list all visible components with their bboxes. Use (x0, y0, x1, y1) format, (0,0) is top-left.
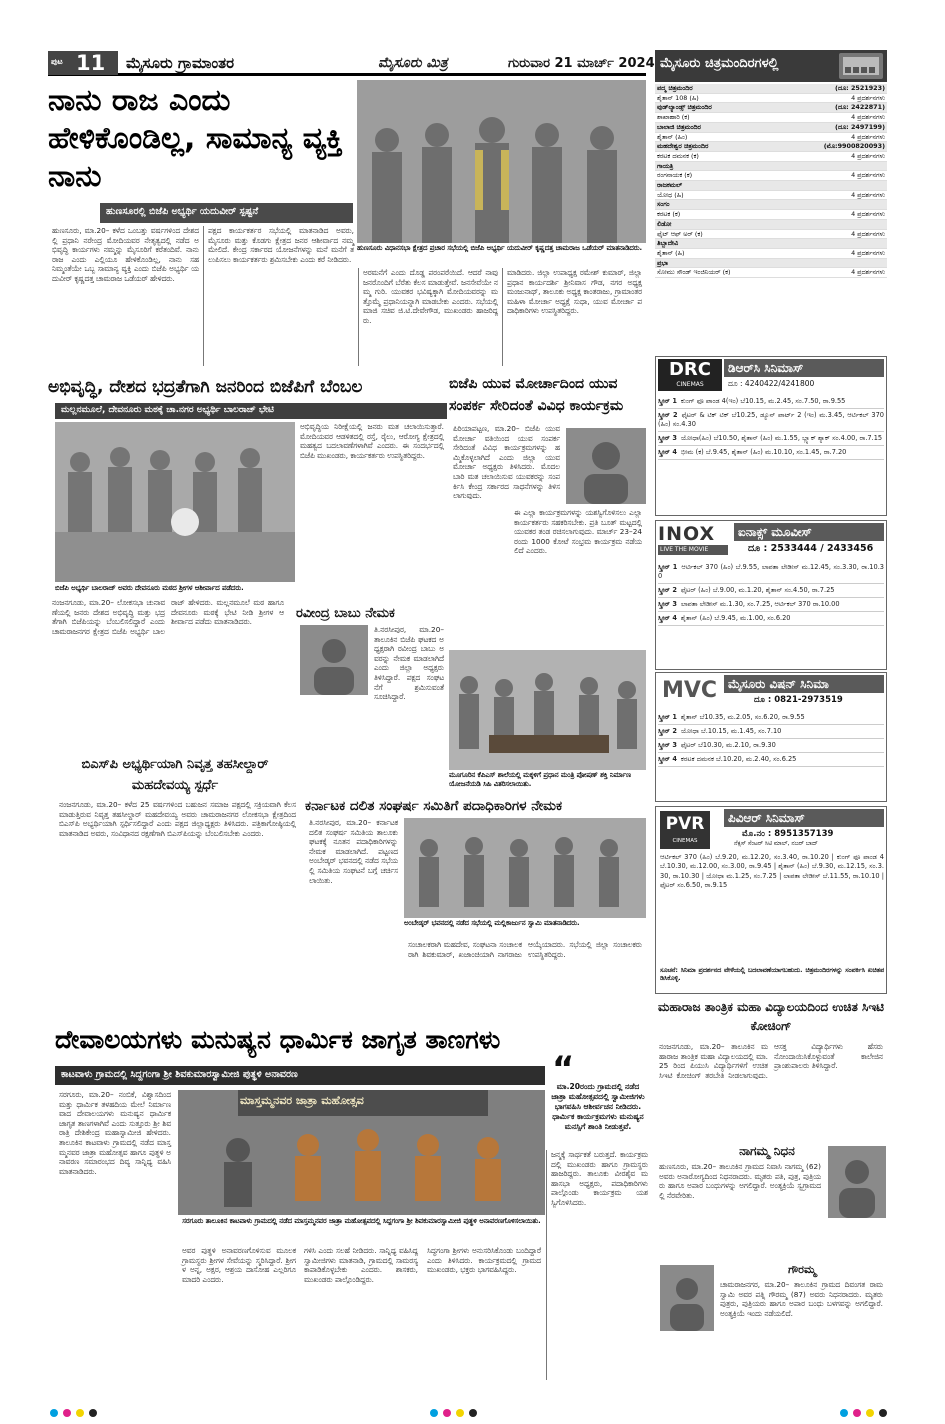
screen-label: ಸ್ಕ್ರೀನ್ 1 (658, 713, 677, 721)
mvc-logo: MVC (662, 678, 718, 703)
screen-label: ಸ್ಕ್ರೀನ್ 1 (658, 563, 678, 571)
black-dot (469, 1409, 477, 1417)
temples-col-2: ಅವರ ಪುತ್ಥಳಿ ಅನಾವರಣಗೊಳಿಸುವ ಮೂಲಕ ಗ್ರಾಮಸ್ಥರು ಶ್ರೀಗಳ ಸೇವೆಯನ್ನು ಸ್ಮರಿಸಿದ್ದಾರೆ. ಶ್ರೀಗಳ ಅನ್ನ, ಅಕ್ಷರ, ಆಶ್ರಯ ದಾಸೋಹ ಎಲ್ಲರಿಗೂ ಮಾದರಿ ಎಂದರು. (182, 1246, 299, 1284)
theatre-row (655, 181, 887, 191)
pvr-logo-sub: CINEMAS (672, 838, 698, 844)
show-count: 4 ಪ್ರದರ್ಶನಗಳು (781, 171, 887, 181)
screen-shows: ಭೀಮ (ಕ) ಬೆ.9.45, ಶೈತಾನ್ (ಹಿಂ) ಮ.10.10, ಸಂ.1.45, ರಾ.7.20 (680, 448, 847, 456)
theatre-row (655, 122, 887, 132)
page-number-badge (48, 51, 118, 75)
obit1-portrait (828, 1146, 886, 1218)
mvc-title: ಮೈಸೂರು ವಿಷನ್ ಸಿನಿಮಾ (724, 675, 884, 693)
screen-row (658, 409, 887, 432)
school-caption: ಮೂಗೂರಿನ ಕೆಪಿಎಸ್ ಶಾಲೆಯಲ್ಲಿ ಮಕ್ಕಳಿಗೆ ಪ್ರಧಾನ ಮಂತ್ರಿ ಪೋಷಣ್ ಶಕ್ತಿ ನಿರ್ಮಾಣ ಯೋಜನೆಯಡಿ ಸಿಹಿ ವಿತರಿಸಲಾಯಿತು. (449, 771, 631, 788)
group-photo-illustration (55, 422, 295, 582)
theatre-row (655, 258, 887, 268)
lead-photo (357, 80, 646, 243)
movie-title: ಸೋಮು ಸೌಂಡ್ ಇಂಜಿನಿಯರ್ (ಕ) (655, 268, 781, 278)
magenta-dot (443, 1409, 451, 1417)
obit2-portrait (660, 1265, 714, 1331)
dalit-body: ತಿ.ನರಸೀಪುರ, ಮಾ.20– ಕರ್ನಾಟಕ ದಲಿತ ಸಂಘರ್ಷ ಸಮಿತಿಯ ತಾಲೂಕು ಘಟಕಕ್ಕೆ ನೂತನ ಪದಾಧಿಕಾರಿಗಳನ್ನು ನೇಮಕ ಮಾಡಲಾಗಿದೆ. ಪಟ್ಟಣದ ಅಂಬೇಡ್ಕರ್ ಭವನದಲ್ಲಿ ನಡೆದ ಸಭೆಯಲ್ಲಿ ಸಮಿತಿಯ ಸಂಘಟನೆ ಬಗ್ಗೆ ಚರ್ಚಿಸಲಾಯಿತು. (309, 818, 401, 885)
screen-shows: ಫೈಟರ್ & ಟಿಕ್ ಟಿಕ್ ಬೆ10.25, ಡ್ಯೂನ್ ಪಾರ್ಟ್ 2 (ಇಂ) ಮ.3.45, ಆರ್ಟಿಕಲ್ 370 (ಹಿಂ) ಸಂ.4.30 (658, 411, 887, 428)
theatre-name: ಪ್ರಭಾ (655, 258, 781, 268)
inox-logo-sub: LIVE THE MOVIE (658, 545, 728, 555)
screen-shows: ಕುಂಗ್ ಫೂ ಪಾಂಡ 4(ಇಂ) ಬೆ10.15, ಮ.2.45, ಸಂ.7.50, ರಾ.9.55 (680, 397, 846, 405)
screen-shows: ಶೈತಾನ್ ಬೆ10.35, ಮ.2.05, ಸಂ.6.20, ರಾ.9.55 (680, 713, 805, 721)
theatre-phone (781, 200, 887, 210)
drc-logo-sub: CINEMAS (676, 381, 704, 388)
theatre-row (655, 239, 887, 249)
meeting-illustration (404, 818, 646, 918)
pvr-title: ಪಿವಿಆರ್ ಸಿನಿಮಾಸ್ (724, 809, 884, 827)
screen-row (658, 598, 884, 612)
screen-shows: ಯೋಧಾ ಬೆ.10.15, ಮ.1.45, ಸಂ.7.10 (680, 727, 782, 735)
screen-shows: ಶೈತಾನ್ (ಹಿಂ) ಬೆ.9.45, ಮ.1.00, ಸಂ.6.20 (680, 614, 791, 622)
masthead (48, 50, 655, 76)
youth-portrait (566, 428, 646, 504)
movie-title: ಕರಟಕ (ಕ) (655, 210, 781, 220)
film-reel-icon (839, 53, 883, 79)
pvr-phone: ಮೊ.ನಂ : 8951357139 (742, 829, 834, 839)
cyan-dot (430, 1409, 438, 1417)
yellow-dot (456, 1409, 464, 1417)
magenta-dot (853, 1409, 861, 1417)
cinema-header (655, 50, 887, 82)
lead-col-1: ಹುಣಸೂರು, ಮಾ.20– ಕಳೆದ ಒಂಬತ್ತು ವರ್ಷಗಳಿಂದ ದೇಶದಲ್ಲಿ ಪ್ರಧಾನಿ ನರೇಂದ್ರ ಮೋದಿಯವರ ನೇತೃತ್ವದಲ್ಲಿ ನಡೆದ ಅಭಿವೃದ್ಧಿ ಕಾರ್ಯಗಳು ನಮ್ಮನ್ನು ಮೈಸೂರಿಗೆ ಕರೆತಂದಿವೆ. ನಾನು ರಾಜ ಎಂದು ಎಲ್ಲಿಯೂ ಹೇಳಿಕೊಂಡಿಲ್ಲ, ನಾನು ಸಹ ನಿಮ್ಮಂತೆಯೇ ಒಬ್ಬ ಸಾಮಾನ್ಯ ವ್ಯಕ್ತಿ ಎಂದು ಬಿಜೆಪಿ ಅಭ್ಯರ್ಥಿ ಯದುವೀರ್ ಕೃಷ್ಣದತ್ತ ಚಾಮರಾಜ ಒಡೆಯರ್ ಹೇಳಿದರು. (52, 226, 202, 283)
temples-banner: ಮಾಸ್ತಮ್ಮನವರ ಜಾತ್ರಾ ಮಹೋತ್ಸವ (240, 1094, 364, 1107)
theatre-row (655, 161, 887, 171)
development-photo (55, 422, 295, 582)
drc-logo-text: DRC (668, 359, 711, 380)
movie-row (655, 248, 887, 258)
theatre-name: ಬಾಲಾಜಿ ಚಿತ್ರಮಂದಿರ (655, 122, 781, 132)
movie-title: ಫೈಟ್ ಆಫ್ ಅರ್ (ಕ) (655, 229, 781, 239)
dalit-body-2: ಸಂಚಾಲಕರಾಗಿ ಮಹದೇವ, ಸಂಘಟನಾ ಸಂಚಾಲಕರಾಗಿ ಶಿವಕುಮಾರ್, ಖಜಾಂಚಿಯಾಗಿ ನಾಗರಾಜು ಆಯ್ಕೆಯಾದರು. ಸಭೆಯಲ್ಲಿ ಜಿಲ್ಲಾ ಸಂಚಾಲಕರು ಉಪಸ್ಥಿತರಿದ್ದರು. (408, 940, 645, 959)
temples-col-5: ಜನ್ಮಕ್ಕೆ ಸಾರ್ಥಕತೆ ಬರುತ್ತದೆ. ಕಾರ್ಯಕ್ರಮದಲ್ಲಿ ಮುಖಂಡರು ಹಾಗೂ ಗ್ರಾಮಸ್ಥರು ಹಾಜರಿದ್ದರು. ತಾಲೂಕು ವೀರಶೈವ ಮಹಾಸಭಾ ಅಧ್ಯಕ್ಷರು, ಪದಾಧಿಕಾರಿಗಳು ಪಾಲ್ಗೊಂಡು ಕಾರ್ಯಕ್ರಮ ಯಶಸ್ವಿಗೊಳಿಸಿದರು. (546, 1150, 652, 1380)
screen-row (658, 725, 884, 739)
screen-label: ಸ್ಕ್ರೀನ್ 3 (658, 600, 677, 608)
theatre-name: ಲಿಡೋ (655, 219, 781, 229)
page-label: ಪುಟ (51, 57, 63, 66)
crowd-illustration (357, 80, 646, 243)
registration-marks (50, 1402, 895, 1414)
show-count: 4 ಪ್ರದರ್ಶನಗಳು (781, 248, 887, 258)
theatre-row (655, 200, 887, 210)
movie-row (655, 229, 887, 239)
inox-logo-text: INOX (658, 523, 716, 545)
screen-row (658, 612, 884, 626)
screen-label: ಸ್ಕ್ರೀನ್ 1 (658, 397, 677, 405)
obit2-body: ಚಾಮರಾಜನಗರ, ಮಾ.20– ತಾಲೂಕಿನ ಗ್ರಾಮದ ದಿವಂಗತ ರಾಮಸ್ವಾಮಿ ಅವರ ಪತ್ನಿ ಗೌರಮ್ಮ (87) ಅವರು ನಿಧನರಾದರು. ಮೃತರು ಪುತ್ರರು, ಪುತ್ರಿಯರು ಹಾಗೂ ಅಪಾರ ಬಂಧು ಬಳಗವನ್ನು ಅಗಲಿದ್ದಾರೆ. ಅಂತ್ಯಕ್ರಿಯೆ ಇಂದು ನಡೆಯಲಿದೆ. (720, 1280, 886, 1318)
bsp-body: ನಂಜನಗೂಡು, ಮಾ.20– ಕಳೆದ 25 ವರ್ಷಗಳಿಂದ ಬಹುಜನ ಸಮಾಜ ಪಕ್ಷದಲ್ಲಿ ಸಕ್ರಿಯವಾಗಿ ಕೆಲಸ ಮಾಡುತ್ತಿರುವ ನಿವೃತ್ತ ತಹಸೀಲ್ದಾರ್ ಮಹದೇವಯ್ಯ ಅವರು ಚಾಮರಾಜನಗರ ಲೋಕಸಭಾ ಕ್ಷೇತ್ರದಿಂದ ಬಿಎಸ್‌ಪಿ ಅಭ್ಯರ್ಥಿಯಾಗಿ ಸ್ಪರ್ಧಿಸಲಿದ್ದಾರೆ ಎಂದು ಪಕ್ಷದ ಜಿಲ್ಲಾಧ್ಯಕ್ಷರು ತಿಳಿಸಿದರು. ಪತ್ರಿಕಾಗೋಷ್ಠಿಯಲ್ಲಿ ಮಾತನಾಡಿದ ಅವರು, ಸಂವಿಧಾನದ ರಕ್ಷಣೆಗಾಗಿ ಬಿಎಸ್‌ಪಿಯನ್ನು ಬೆಂಬಲಿಸಬೇಕು ಎಂದರು. (59, 800, 299, 838)
movie-row (655, 190, 887, 200)
yellow-dot (76, 1409, 84, 1417)
cyan-dot (840, 1409, 848, 1417)
screen-shows: ಫೈಟರ್ (ಹಿಂ) ಬೆ.9.00, ಮ.1.20, ಶೈತಾನ್ ಸಂ.4.50, ರಾ.7.25 (680, 586, 835, 594)
temples-col-4: ಸಿದ್ಧಗಂಗಾ ಶ್ರೀಗಳು ಅನುಸರಿಸಿಕೊಂಡು ಬಂದಿದ್ದಾರೆ ಎಂದು ತಿಳಿಸಿದರು. ಕಾರ್ಯಕ್ರಮದಲ್ಲಿ ಗ್ರಾಮದ ಮುಖಂಡರು, ಭಕ್ತರು ಭಾಗವಹಿಸಿದ್ದರು. (427, 1246, 544, 1275)
temples-col-3: ಗಳಿಸಿ ಎಂದು ಸಲಹೆ ನೀಡಿದರು. ಸಾನ್ನಿಧ್ಯ ವಹಿಸಿದ್ದ ಸ್ವಾಮೀಜಿಗಳು ಮಾತನಾಡಿ, ಗ್ರಾಮದಲ್ಲಿ ಸಾಮರಸ್ಯ ಕಾಪಾಡಿಕೊಳ್ಳಬೇಕು ಎಂದರು. ಶಾಸಕರು, ಮುಖಂಡರು ಪಾಲ್ಗೊಂಡಿದ್ದರು. (304, 1246, 421, 1284)
screen-label: ಸ್ಕ್ರೀನ್ 2 (658, 586, 677, 594)
inox-title: ಐನಾಕ್ಸ್ ಮೂವೀಸ್ (734, 523, 884, 541)
screen-row (658, 395, 884, 409)
drc-title: ಡಿಆರ್‌ಸಿ ಸಿನಿಮಾಸ್ (724, 359, 884, 377)
show-count: 4 ಪ್ರದರ್ಶನಗಳು (781, 113, 887, 123)
cyan-dot (50, 1409, 58, 1417)
lead-subhead: ಹುಣಸೂರಲ್ಲಿ ಬಿಜೆಪಿ ಅಭ್ಯರ್ಥಿ ಯದುವೀರ್ ಸ್ಪಷ್ಟನೆ (106, 206, 259, 217)
temples-pull-quote: ಮಾ.20ರಂದು ಗ್ರಾಮದಲ್ಲಿ ನಡೆದ ಜಾತ್ರಾ ಮಹೋತ್ಸವದಲ್ಲಿ ಸ್ವಾಮೀಜಿಗಳು ಭಾಗವಹಿಸಿ ಆಶೀರ್ವಚನ ನೀಡಿದರು. ಧಾರ್ಮಿಕ ಕಾರ್ಯಕ್ರಮಗಳು ಮನುಷ್ಯನ ಮನಸ್ಸಿಗೆ ಶಾಂತಿ ನೀಡುತ್ತವೆ. (551, 1082, 645, 1131)
show-count: 4 ಪ್ರದರ್ಶನಗಳು (781, 190, 887, 200)
theatre-phone (781, 161, 887, 171)
screen-row (658, 584, 884, 598)
movie-title: ಕರಟಕ ದಮನಕ (ಕ) (655, 151, 781, 161)
development-col-2: ಅಭಿವೃದ್ಧಿಯ ನಿರೀಕ್ಷೆಯಲ್ಲಿ ಜನರು ಮತ ಚಲಾಯಿಸುತ್ತಾರೆ. ಮೋದಿಯವರ ಆಡಳಿತದಲ್ಲಿ ರಸ್ತೆ, ರೈಲು, ಆರೋಗ್ಯ ಕ್ಷೇತ್ರದಲ್ಲಿ ಮಹತ್ವದ ಬದಲಾವಣೆಗಳಾಗಿವೆ ಎಂದರು. ಈ ಸಂದರ್ಭದಲ್ಲಿ ಬಿಜೆಪಿ ಮುಖಂಡರು, ಕಾರ್ಯಕರ್ತರು ಉಪಸ್ಥಿತರಿದ್ದರು. (300, 422, 447, 460)
theatre-row (655, 219, 887, 229)
inox-box (655, 520, 887, 670)
theatre-phone: (ದೂ: 2497199) (781, 122, 887, 132)
cinema-table (655, 84, 887, 352)
lead-subhead-bar (100, 203, 353, 223)
theatre-phone (781, 219, 887, 229)
screen-shows: ಲಾಪತಾ ಲೇಡೀಸ್ ಮ.1.30, ಸಂ.7.25, ಆರ್ಟಿಕಲ್ 370 ರಾ.10.00 (680, 600, 840, 608)
screen-label: ಸ್ಕ್ರೀನ್ 4 (658, 755, 677, 763)
screen-label: ಸ್ಕ್ರೀನ್ 2 (658, 411, 678, 419)
show-count: 4 ಪ್ರದರ್ಶನಗಳು (781, 151, 887, 161)
theatre-phone (781, 258, 887, 268)
show-count: 4 ಪ್ರದರ್ಶನಗಳು (781, 229, 887, 239)
show-count: 4 ಪ್ರದರ್ಶನಗಳು (781, 132, 887, 142)
person-portrait-icon (660, 1265, 714, 1331)
appointment-body: ತಿ.ನರಸೀಪುರ, ಮಾ.20– ತಾಲೂಕಿನ ಬಿಜೆಪಿ ಘಟಕದ ಅಧ್ಯಕ್ಷರಾಗಿ ರವೀಂದ್ರ ಬಾಬು ಅವರನ್ನು ನೇಮಕ ಮಾಡಲಾಗಿದೆ ಎಂದು ಜಿಲ್ಲಾ ಅಧ್ಯಕ್ಷರು ತಿಳಿಸಿದ್ದಾರೆ. ಪಕ್ಷದ ಸಂಘಟನೆಗೆ ಶ್ರಮಿಸುವಂತೆ ಸೂಚಿಸಿದ್ದಾರೆ. (374, 625, 447, 702)
pvr-box (655, 806, 887, 994)
movie-title: ಯೋಧ (ಹಿ) (655, 190, 781, 200)
screen-label: ಸ್ಕ್ರೀನ್ 4 (658, 448, 677, 456)
theatre-phone: (ಮೊ:9900820093) (781, 142, 887, 152)
drc-schedule (658, 395, 887, 513)
inox-logo (658, 523, 728, 557)
mvc-schedule (658, 711, 884, 801)
obit2-headline: ಗೌರಮ್ಮ (788, 1263, 816, 1276)
temples-subhead-bar (55, 1066, 545, 1085)
theatre-name: ಗಾಯತ್ರಿ (655, 161, 781, 171)
person-portrait-icon (566, 428, 646, 504)
theatre-name: ಪದ್ಮ ಚಿತ್ರಮಂದಿರ (655, 84, 781, 93)
youth-body: ಪಿರಿಯಾಪಟ್ಟಣ, ಮಾ.20– ಬಿಜೆಪಿ ಯುವ ಮೋರ್ಚಾ ವತಿಯಿಂದ ಯುವ ಸಂಪರ್ಕ ಸೇರಿದಂತೆ ವಿವಿಧ ಕಾರ್ಯಕ್ರಮಗಳನ್ನು ಹಮ್ಮಿಕೊಳ್ಳಲಾಗಿದೆ ಎಂದು ಜಿಲ್ಲಾ ಯುವ ಮೋರ್ಚಾ ಅಧ್ಯಕ್ಷರು ತಿಳಿಸಿದರು. ಮೊದಲ ಬಾರಿ ಮತ ಚಲಾಯಿಸುವ ಯುವಕರನ್ನು ಸಂಪರ್ಕಿಸಿ ಕೇಂದ್ರ ಸರ್ಕಾರದ ಸಾಧನೆಗಳನ್ನು ತಿಳಿಸಲಾಗುವುದು. (453, 424, 563, 501)
black-dot (89, 1409, 97, 1417)
pvr-address: ನೆಕ್ಸಸ್ ಸೆಂಟರ್ ಸಿಟಿ ಮಾಲ್, ನಜರ್ ಬಾದ್ (734, 840, 818, 847)
movie-row (655, 171, 887, 181)
development-subhead: ಮಲ್ಲನಮೂಲೆ, ದೇವನೂರು ಮಠಕ್ಕೆ ಚಾ.ನಗರ ಅಭ್ಯರ್ಥಿ ಬಾಲರಾಜ್ ಭೇಟಿ (61, 405, 274, 415)
development-subhead-bar (55, 403, 447, 419)
coaching-body: ನಂಜನಗೂಡು, ಮಾ.20– ತಾಲೂಕಿನ ಮಹಾರಾಜ ತಾಂತ್ರಿಕ ಮಹಾ ವಿದ್ಯಾಲಯದಲ್ಲಿ ಮಾ.25 ರಿಂದ ಪಿಯುಸಿ ವಿದ್ಯಾರ್ಥಿಗಳಿಗೆ ಉಚಿತ ಸಿಇಟಿ ಕೋಚಿಂಗ್ ತರಬೇತಿ ನೀಡಲಾಗುವುದು. ಆಸಕ್ತ ವಿದ್ಯಾರ್ಥಿಗಳು ಹೆಸರು ನೋಂದಾಯಿಸಿಕೊಳ್ಳುವಂತೆ ಕಾಲೇಜಿನ ಪ್ರಾಂಶುಪಾಲರು ತಿಳಿಸಿದ್ದಾರೆ. (659, 1042, 886, 1080)
movie-row (655, 210, 887, 220)
development-photo-caption: ಬಿಜೆಪಿ ಅಭ್ಯರ್ಥಿ ಬಾಲರಾಜ್ ಅವರು ದೇವನೂರು ಮಠದ ಶ್ರೀಗಳ ಆಶೀರ್ವಾದ ಪಡೆದರು. (55, 584, 244, 592)
screen-row (658, 711, 884, 725)
temples-subhead: ಕಾಟವಾಳು ಗ್ರಾಮದಲ್ಲಿ ಸಿದ್ದಗಂಗಾ ಶ್ರೀ ಶಿವಕುಮಾರಸ್ವಾಮೀಜಿ ಪುತ್ಥಳಿ ಅನಾವರಣ (61, 1069, 298, 1080)
screen-shows: ಫೈಟರ್ ಬೆ10.30, ಮ.2.10, ರಾ.9.30 (680, 741, 776, 749)
dalit-photo-caption: ಅಂಬೇಡ್ಕರ್ ಭವನದಲ್ಲಿ ನಡೆದ ಸಭೆಯಲ್ಲಿ ಮಲ್ಲಿಕಾರ್ಜುನ ಸ್ವಾಮಿ ಮಾತನಾಡಿದರು. (404, 919, 580, 927)
theatre-phone: (ದೂ: 2422871) (781, 103, 887, 113)
theatre-row (655, 84, 887, 93)
movie-row (655, 132, 887, 142)
drc-phone: ದೂ : 4240422/4241800 (728, 379, 815, 388)
youth-body-2: ಈ ಎಲ್ಲಾ ಕಾರ್ಯಕ್ರಮಗಳನ್ನು ಯಶಸ್ವಿಗೊಳಿಸಲು ಎಲ್ಲಾ ಕಾರ್ಯಕರ್ತರು ಸಹಕರಿಸಬೇಕು. ಪ್ರತಿ ಬೂತ್ ಮಟ್ಟದಲ್ಲಿ ಯುವಕರ ತಂಡ ರಚಿಸಲಾಗುವುದು. ಮಾರ್ಚ್ 23–24 ರಂದು 1000 ಕೋಟೆ ಸಂಭ್ರಮ ಕಾರ್ಯಕ್ರಮ ನಡೆಯಲಿದೆ ಎಂದರು. (514, 508, 645, 556)
screen-row (658, 561, 884, 584)
theatre-phone (781, 181, 887, 191)
obit1-headline: ನಾಗಮ್ಮ ನಿಧನ (739, 1144, 795, 1158)
obit1-body: ಹುಣಸೂರು, ಮಾ.20– ತಾಲೂಕಿನ ಗ್ರಾಮದ ನಿವಾಸಿ ನಾಗಮ್ಮ (62) ಅವರು ಅನಾರೋಗ್ಯದಿಂದ ನಿಧನರಾದರು. ಮೃತರು ಪತಿ, ಪುತ್ರ, ಪುತ್ರಿಯರು ಹಾಗೂ ಅಪಾರ ಬಂಧುಗಳನ್ನು ಅಗಲಿದ್ದಾರೆ. ಅಂತ್ಯಕ್ರಿಯೆ ಸ್ವಗ್ರಾಮದಲ್ಲಿ ನೆರವೇರಿತು. (659, 1162, 824, 1200)
pvr-logo (660, 811, 710, 849)
screen-row (658, 446, 884, 460)
dalit-photo (404, 818, 646, 918)
development-headline: ಅಭಿವೃದ್ಧಿ, ದೇಶದ ಭದ್ರತೆಗಾಗಿ ಜನರಿಂದ ಬಿಜೆಪಿಗೆ ಬೆಂಬಲ (48, 377, 363, 397)
bsp-headline: ಬಿಎಸ್‌ಪಿ ಅಭ್ಯರ್ಥಿಯಾಗಿ ನಿವೃತ್ತ ತಹಸೀಲ್ದಾರ್ ಮಹದೇವಯ್ಯ ಸ್ಪರ್ಧೆ (81, 757, 269, 793)
pvr-schedule: ಆರ್ಟಿಕಲ್ 370 (ಹಿಂ) ಬೆ.9.20, ಮ.12.20, ಸಂ.3.40, ರಾ.10.20 | ಕುಂಗ್ ಫೂ ಪಾಂಡ 4 ಬೆ.10.30, ಮ.12.00, ಸಂ.3.00, ರಾ.9.45 | ಶೈತಾನ್ (ಹಿಂ) ಬೆ.9.30, ಮ.12.15, ಸಂ.3.30, ರಾ.10.30 | ಯೋಧಾ ಮ.1.25, ಸಂ.7.25 | ಲಾಪತಾ ಲೇಡೀಸ್ ಬೆ.11.55, ರಾ.10.10 | ಫೈಟರ್ ಸಂ.6.50, ರಾ.9.15 (660, 853, 887, 889)
school-event-illustration (449, 650, 646, 770)
person-portrait-icon (300, 625, 368, 695)
theatre-name: ಮಹದೇಶ್ವರ ಚಿತ್ರಮಂದಿರ (655, 142, 781, 152)
page-number: 11 (76, 51, 106, 75)
theatre-row (655, 103, 887, 113)
show-count: 4 ಪ್ರದರ್ಶನಗಳು (781, 268, 887, 278)
screen-shows: ಯೋಧಾ(ಹಿಂ) ಬೆ10.50, ಶೈತಾನ್ (ಹಿಂ) ಮ.1.55, ಬ್ಲ್ಯಾಕ್ ಶ್ಯಾಕ್ ಸಂ.4.00, ರಾ.7.15 (680, 434, 883, 442)
magenta-dot (63, 1409, 71, 1417)
pvr-note: ಸೂಚನೆ: ಸಿನಿಮಾ ಪ್ರದರ್ಶನದ ವೇಳೆಯಲ್ಲಿ ಬದಲಾವಣೆಯಾಗಬಹುದು. ಚಿತ್ರಮಂದಿರಗಳನ್ನು ಸಂಪರ್ಕಿಸಿ ಖಚಿತಪಡಿಸಿಕೊಳ್ಳಿ. (660, 967, 884, 983)
show-count: 4 ಪ್ರದರ್ಶನಗಳು (781, 210, 887, 220)
person-portrait-icon (828, 1146, 886, 1218)
screen-shows: ಆರ್ಟಿಕಲ್ 370 (ಹಿಂ) ಬೆ.9.55, ಲಾಪತಾ ಲೇಡೀಸ್ ಮ.12.45, ಸಂ.3.30, ರಾ.10.30 (658, 563, 884, 580)
dalit-headline: ಕರ್ನಾಟಕ ದಲಿತ ಸಂಘರ್ಷ ಸಮಿತಿಗೆ ಪದಾಧಿಕಾರಿಗಳ ನೇಮಕ (305, 798, 563, 814)
black-dot (879, 1409, 887, 1417)
movie-title: ಶಾಖಾಹಾರಿ (ಕ) (655, 113, 781, 123)
inox-phone: ದೂ : 2533444 / 2433456 (748, 543, 874, 554)
issue-date: ಗುರುವಾರ 21 ಮಾರ್ಚ್ 2024 (508, 56, 655, 71)
paper-name: ಮೈಸೂರು ಮಿತ್ರ (378, 55, 448, 71)
coaching-headline: ಮಹಾರಾಜ ತಾಂತ್ರಿಕ ಮಹಾ ವಿದ್ಯಾಲಯದಿಂದ ಉಚಿತ ಸಿಇಟಿ ಕೋಚಿಂಗ್ (657, 1000, 885, 1033)
lead-headline: ನಾನು ರಾಜ ಎಂದು ಹೇಳಿಕೊಂಡಿಲ್ಲ, ಸಾಮಾನ್ಯ ವ್ಯಕ್ತಿ ನಾನು (48, 83, 343, 194)
lead-col-4: ಮಾಡಿದರು. ಜಿಲ್ಲಾ ಉಪಾಧ್ಯಕ್ಷ ರಮೇಶ್ ಕುಮಾರ್, ಜಿಲ್ಲಾ ಪ್ರಧಾನ ಕಾರ್ಯದರ್ಶಿ ಶ್ರೀನಿವಾಸ ಗೌಡ, ನಗರ ಅಧ್ಯಕ್ಷ ಮಂಜುನಾಥ್, ತಾಲೂಕು ಅಧ್ಯಕ್ಷ ಕಾಂತರಾಜು, ಗ್ರಾಮಾಂತರ ಮಹಿಳಾ ಮೋರ್ಚಾ ಅಧ್ಯಕ್ಷೆ ಸುಧಾ, ಯುವ ಮೋರ್ಚಾ ಪದಾಧಿಕಾರಿಗಳು ಉಪಸ್ಥಿತರಿದ್ದರು. (502, 268, 646, 366)
movie-row (655, 113, 887, 123)
temples-col-1: ಸರಗೂರು, ಮಾ.20– ನಂಬಿಕೆ, ವಿಶ್ವಾಸದಿಂದ ಮತ್ತು ಧಾರ್ಮಿಕ ತಳಹದಿಯ ಮೇಲೆ ನಿರ್ಮಾಣವಾದ ದೇವಾಲಯಗಳು ಮನುಷ್ಯನ ಧಾರ್ಮಿಕ ಜಾಗೃತ ತಾಣಗಳಾಗಿವೆ ಎಂದು ಸುತ್ತೂರು ಶ್ರೀ ಶಿವರಾತ್ರಿ ದೇಶಿಕೇಂದ್ರ ಮಹಾಸ್ವಾಮೀಜಿ ಹೇಳಿದರು. ತಾಲೂಕಿನ ಕಾಟವಾಳು ಗ್ರಾಮದಲ್ಲಿ ನಡೆದ ಮಾಸ್ತಮ್ಮನವರ ಜಾತ್ರಾ ಮಹೋತ್ಸವ ಹಾಗೂ ಪುತ್ಥಳಿ ಅನಾವರಣ ಸಮಾರಂಭದ ದಿವ್ಯ ಸಾನ್ನಿಧ್ಯ ವಹಿಸಿ ಮಾತನಾಡಿದರು. (59, 1090, 174, 1176)
movie-title: ಶೈತಾನ್ (ಹಿಂ) (655, 132, 781, 142)
inox-schedule (658, 561, 884, 667)
appointment-portrait (300, 625, 368, 695)
screen-label: ಸ್ಕ್ರೀನ್ 4 (658, 614, 677, 622)
theatre-phone (781, 239, 887, 249)
theatre-phone: (ದೂ: 2521923) (781, 84, 887, 93)
movie-row (655, 151, 887, 161)
screen-label: ಸ್ಕ್ರೀನ್ 2 (658, 727, 677, 735)
pvr-logo-text: PVR (665, 814, 705, 834)
mvc-box (655, 672, 887, 802)
lead-col-3: ಅರಮನೆಗೆ ಎಂದು ದೊಡ್ಡ ಪರಂಪರೆಯಿದೆ. ಆದರೆ ನಾವು ಜನರೊಂದಿಗೆ ಬೆರೆತು ಕೆಲಸ ಮಾಡುತ್ತೇವೆ. ಜನಸೇವೆಯೇ ನಮ್ಮ ಗುರಿ. ಯುವಕರ ಭವಿಷ್ಯಕ್ಕಾಗಿ ಮೋದಿಯವರನ್ನು ಮತ್ತೊಮ್ಮೆ ಪ್ರಧಾನಿಯನ್ನಾಗಿ ಮಾಡಬೇಕು ಎಂದರು. ಸಭೆಯಲ್ಲಿ ಮಾಜಿ ಸಚಿವ ಜಿ.ಟಿ.ದೇವೇಗೌಡ, ಮುಖಂಡರು ಹಾಜರಿದ್ದರು. (358, 268, 502, 366)
development-col-1: ನಂಜನಗೂಡು, ಮಾ.20– ಲೋಕಸಭಾ ಚುನಾವಣೆಯಲ್ಲಿ ಜನರು ದೇಶದ ಅಭಿವೃದ್ಧಿ ಮತ್ತು ಭದ್ರತೆಗಾಗಿ ಬಿಜೆಪಿಯನ್ನು ಬೆಂಬಲಿಸಲಿದ್ದಾರೆ ಎಂದು ಚಾಮರಾಜನಗರ ಕ್ಷೇತ್ರದ ಬಿಜೆಪಿ ಅಭ್ಯರ್ಥಿ ಬಾಲರಾಜ್ ಹೇಳಿದರು. ಮಲ್ಲನಮೂಲೆ ಮಠ ಹಾಗೂ ದೇವನೂರು ಮಠಕ್ಕೆ ಭೇಟಿ ನೀಡಿ ಶ್ರೀಗಳ ಆಶೀರ್ವಾದ ಪಡೆದು ಮಾತನಾಡಿದರು. (52, 598, 287, 636)
theatre-name: ಸಂಗಂ (655, 200, 781, 210)
school-photo (449, 650, 646, 770)
temples-headline: ದೇವಾಲಯಗಳು ಮನುಷ್ಯನ ಧಾರ್ಮಿಕ ಜಾಗೃತ ತಾಣಗಳು (55, 1025, 501, 1054)
screen-row (658, 753, 884, 767)
drc-logo (658, 359, 722, 391)
movie-title: ಶೈತಾನ್ 108 (ಹಿ) (655, 93, 781, 103)
mvc-phone: ದೂ : 0821-2973519 (754, 695, 843, 705)
quote-mark-icon: “ (552, 1049, 575, 1089)
temples-photo-caption: ಸರಗೂರು ತಾಲೂಕಿನ ಕಾಟವಾಳು ಗ್ರಾಮದಲ್ಲಿ ನಡೆದ ಮಾಸ್ತಮ್ಮನವರ ಜಾತ್ರಾ ಮಹೋತ್ಸವದಲ್ಲಿ ಸಿದ್ದಗಂಗಾ ಶ್ರೀ ಶಿವಕುಮಾರಸ್ವಾಮೀಜಿ ಪುತ್ಥಳಿ ಅನಾವರಣಗೊಳಿಸಲಾಯಿತು. (182, 1217, 541, 1225)
lead-photo-caption: ಹುಣಸೂರು ವಿಧಾನಸಭಾ ಕ್ಷೇತ್ರದ ಪ್ರಚಾರ ಸಭೆಯಲ್ಲಿ ಬಿಜೆಪಿ ಅಭ್ಯರ್ಥಿ ಯದುವೀರ್ ಕೃಷ್ಣದತ್ತ ಚಾಮರಾಜ ಒಡೆಯರ್ ಮಾತನಾಡಿದರು. (357, 244, 643, 252)
movie-title: ಶೈತಾನ್ (ಹಿ) (655, 248, 781, 258)
screen-row (658, 739, 884, 753)
screen-row (658, 432, 884, 446)
youth-headline: ಬಿಜೆಪಿ ಯುವ ಮೋರ್ಚಾದಿಂದ ಯುವ ಸಂಪರ್ಕ ಸೇರಿದಂತೆ ವಿವಿಧ ಕಾರ್ಯಕ್ರಮ (449, 376, 624, 414)
section-name: ಮೈಸೂರು ಗ್ರಾಮಾಂತರ (126, 54, 235, 72)
movie-row (655, 268, 887, 278)
screen-label: ಸ್ಕ್ರೀನ್ 3 (658, 741, 677, 749)
theatre-name: ರಾಜಕಮಲ್ (655, 181, 781, 191)
appointment-headline: ರವೀಂದ್ರ ಬಾಬು ನೇಮಕ (296, 606, 395, 621)
movie-row (655, 93, 887, 103)
movie-title: ರಂಗನಾಯಕ (ಕ) (655, 171, 781, 181)
theatre-name: ತಿಬ್ಬಾದೇವಿ (655, 239, 781, 249)
drc-box (655, 356, 887, 516)
screen-shows: ಕರಟಕ ದಮನಕ ಬೆ.10.20, ಮ.2.40, ಸಂ.6.25 (680, 755, 797, 763)
theatre-row (655, 142, 887, 152)
show-count: 4 ಪ್ರದರ್ಶನಗಳು (781, 93, 887, 103)
lead-col-2: ಪಕ್ಷದ ಕಾರ್ಯಕರ್ತರ ಸಭೆಯಲ್ಲಿ ಮಾತನಾಡಿದ ಅವರು, ಮೈಸೂರು ಮತ್ತು ಕೊಡಗು ಕ್ಷೇತ್ರದ ಜನರ ಆಶೀರ್ವಾದ ನಮ್ಮ ಮೇಲಿದೆ. ಕೇಂದ್ರ ಸರ್ಕಾರದ ಯೋಜನೆಗಳನ್ನು ಮನೆ ಮನೆಗೆ ತಲುಪಿಸಲು ಕಾರ್ಯಕರ್ತರು ಶ್ರಮಿಸಬೇಕು ಎಂದು ಕರೆ ನೀಡಿದರು. (203, 226, 358, 366)
cinema-title: ಮೈಸೂರು ಚಿತ್ರಮಂದಿರಗಳಲ್ಲಿ (660, 56, 779, 71)
yellow-dot (866, 1409, 874, 1417)
theatre-name: ವುಡ್‌ಲ್ಯಾಂಡ್ಸ್ ಚಿತ್ರಮಂದಿರ (655, 103, 781, 113)
screen-label: ಸ್ಕ್ರೀನ್ 3 (658, 434, 677, 442)
